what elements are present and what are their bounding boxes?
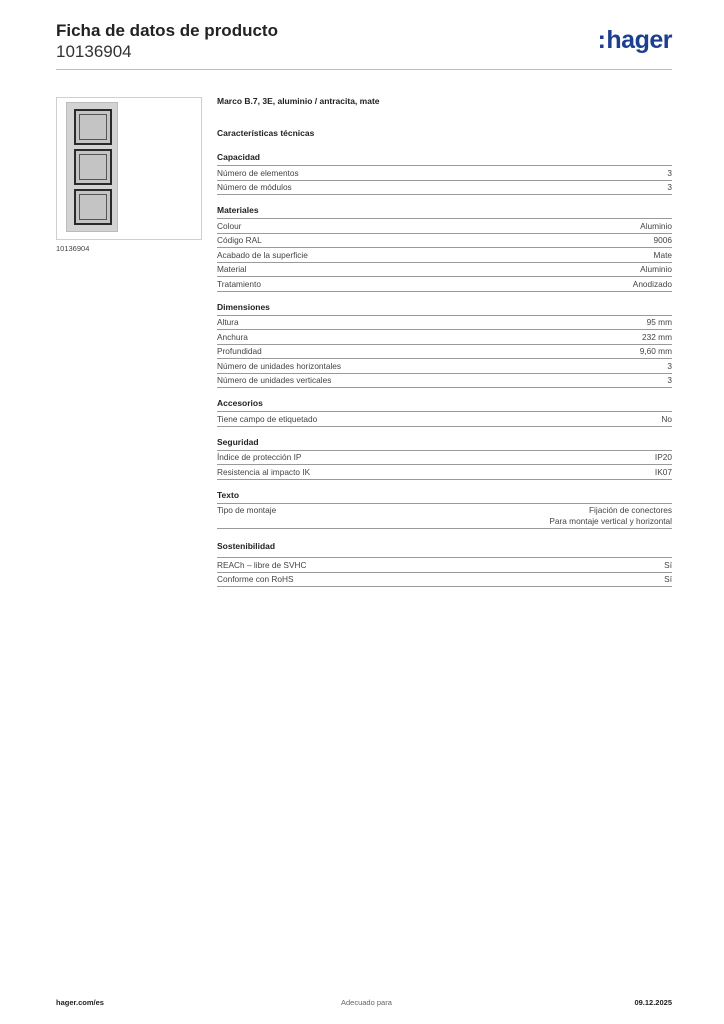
footer-suitable-for: Adecuado para [341,998,392,1007]
spec-value: IP20 [654,452,672,462]
spec-label: Acabado de la superficie [217,249,308,260]
header-divider [56,69,672,70]
spec-row [217,234,672,249]
spec-row [217,166,672,181]
spec-value: Sí [664,574,672,584]
spec-value: 95 mm [646,317,672,327]
spec-label: REACh – libre de SVHC [217,559,307,570]
spec-value: Mate [653,249,672,260]
spec-value: Anodizado [632,278,672,289]
spec-row [217,248,672,263]
hager-logo[interactable] [598,26,672,55]
spec-value: Aluminio [640,220,672,231]
section-capacidad [217,151,672,195]
spec-row [217,181,672,196]
section-sostenibilidad [217,540,672,587]
spec-row [217,219,672,234]
product-image [56,97,202,240]
spec-label: Tratamiento [217,278,261,289]
spec-label: Conforme con RoHS [217,574,294,584]
section-title: Materiales [217,204,672,219]
spec-value: Sí [664,559,672,570]
spec-value-line: Fijación de conectores [588,505,672,515]
spec-row [217,330,672,345]
spec-row [217,465,672,480]
spec-label: Tipo de montaje [217,505,277,515]
technical-characteristics-heading: Características técnicas [217,128,315,138]
spec-value: 232 mm [642,331,672,342]
page-header [56,20,672,62]
spec-label: Profundidad [217,346,262,356]
spec-label: Código RAL [217,235,262,245]
spec-value: IK07 [654,466,672,477]
section-title: Sostenibilidad [217,540,672,558]
spec-row [217,263,672,278]
frame-module-icon [74,109,112,145]
section-texto [217,489,672,530]
section-title: Capacidad [217,151,672,166]
spec-label: Número de módulos [217,182,292,192]
spec-label: Número de elementos [217,167,299,178]
frame-module-icon [74,189,112,225]
spec-row [217,277,672,292]
document-subtitle: 10136904 [56,42,132,61]
logo-colon-icon: : [597,26,606,54]
spec-row [217,412,672,427]
spec-row [217,345,672,360]
section-seguridad [217,436,672,480]
spec-label: Resistencia al impacto IK [217,466,311,477]
spec-label: Anchura [217,331,248,342]
spec-value: Aluminio [640,264,672,274]
spec-row [217,316,672,331]
spec-value-line: Para montaje vertical y horizontal [549,516,672,526]
spec-value: 3 [667,167,672,178]
spec-label: Altura [217,317,239,327]
section-materiales [217,204,672,292]
section-title: Accesorios [217,397,672,412]
spec-value: 9006 [653,235,672,245]
section-title: Dimensiones [217,301,672,316]
spec-label: Índice de protección IP [217,452,302,462]
footer-website-link[interactable]: hager.com/es [56,998,104,1007]
section-dimensiones [217,301,672,389]
spec-value: 3 [667,375,672,385]
spec-label: Número de unidades horizontales [217,360,342,371]
section-title: Seguridad [217,436,672,451]
spec-label: Material [217,264,247,274]
logo-text: hager [606,26,672,54]
document-title: Ficha de datos de producto [56,21,278,40]
spec-value [549,505,672,527]
product-specs [217,96,672,587]
spec-value: 9,60 mm [639,346,672,356]
footer-date: 09.12.2025 [634,998,672,1007]
spec-row [217,504,672,530]
product-name: Marco B.7, 3E, aluminio / antracita, mate [217,96,380,106]
spec-value: 3 [667,360,672,371]
spec-label: Tiene campo de etiquetado [217,413,318,424]
spec-value: 3 [667,182,672,192]
spec-row [217,558,672,573]
section-accesorios [217,397,672,427]
spec-row [217,573,672,588]
frame-module-icon [74,149,112,185]
image-caption: 10136904 [56,244,90,253]
frame-illustration [66,102,118,232]
spec-value: No [661,413,672,424]
spec-row [217,374,672,389]
spec-row [217,359,672,374]
section-title: Texto [217,489,672,504]
spec-row [217,451,672,466]
spec-label: Número de unidades verticales [217,375,332,385]
spec-label: Colour [217,220,242,231]
